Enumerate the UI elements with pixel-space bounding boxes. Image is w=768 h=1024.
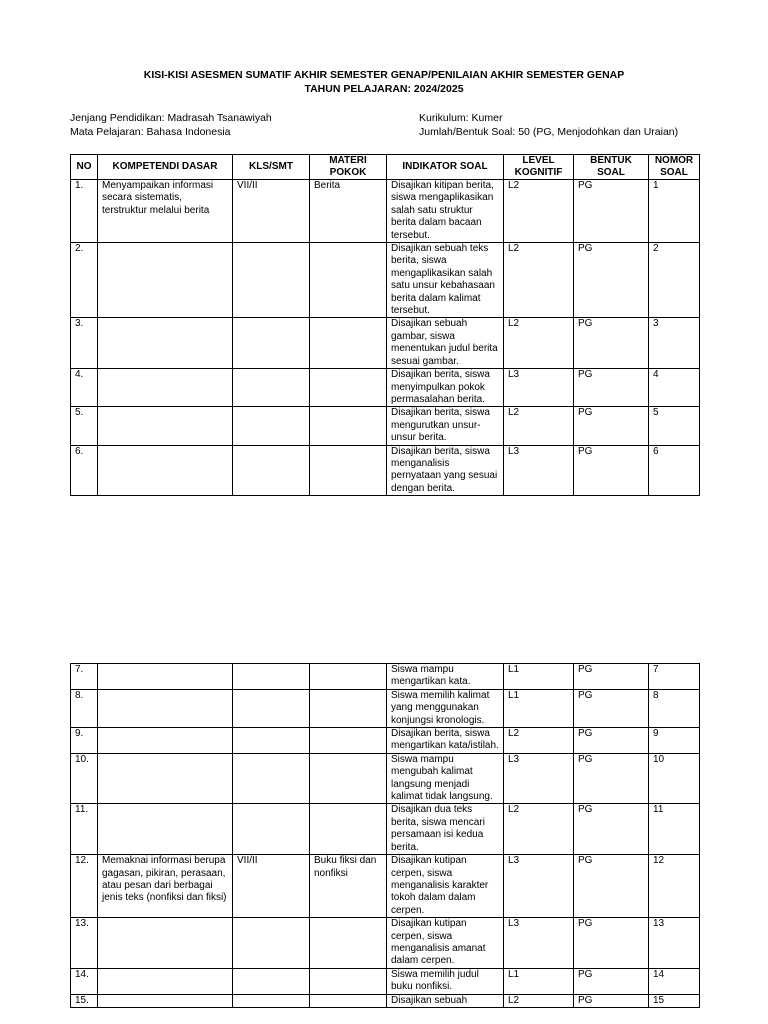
cell-nomor-soal: 1 (649, 180, 700, 243)
cell-nomor-soal: 12 (649, 855, 700, 918)
cell-indikator-soal: Disajikan kitipan berita, siswa mengaplikasikan salah satu struktur berita dalam bacaan tersebut. (387, 180, 504, 243)
table-row (71, 689, 700, 727)
table-row (71, 369, 700, 407)
table-row (71, 445, 700, 496)
cell-kls-smt (233, 728, 310, 754)
cell-materi-pokok (310, 689, 387, 727)
cell-indikator-soal: Disajikan kutipan cerpen, siswa menganalisis karakter tokoh dalam dalam cerpen. (387, 855, 504, 918)
cell-nomor-soal: 9 (649, 728, 700, 754)
cell-nomor-soal: 8 (649, 689, 700, 727)
cell-level-kognitif: L2 (504, 804, 574, 855)
cell-no: 12. (71, 855, 98, 918)
cell-no: 7. (71, 664, 98, 690)
cell-level-kognitif: L1 (504, 968, 574, 994)
kurikulum-info: Kurikulum: Kumer (419, 112, 503, 124)
cell-no: 8. (71, 689, 98, 727)
cell-kompetensi-dasar (98, 994, 233, 1007)
cell-materi-pokok (310, 994, 387, 1007)
cell-no: 9. (71, 728, 98, 754)
cell-bentuk-soal: PG (574, 407, 649, 445)
cell-level-kognitif: L2 (504, 994, 574, 1007)
cell-kls-smt (233, 445, 310, 496)
cell-bentuk-soal: PG (574, 369, 649, 407)
header-level-kognitif: LEVEL KOGNITIF (504, 155, 574, 180)
cell-kompetensi-dasar: Menyampaikan informasi secara sistematis, terstruktur melalui berita (98, 180, 233, 243)
table-row (71, 664, 700, 690)
cell-materi-pokok (310, 753, 387, 804)
cell-bentuk-soal: PG (574, 855, 649, 918)
table-row (71, 918, 700, 969)
header-bentuk-soal: BENTUK SOAL (574, 155, 649, 180)
cell-indikator-soal: Disajikan kutipan cerpen, siswa menganalisis amanat dalam cerpen. (387, 918, 504, 969)
cell-nomor-soal: 11 (649, 804, 700, 855)
cell-bentuk-soal: PG (574, 804, 649, 855)
cell-kls-smt (233, 753, 310, 804)
table-row (71, 804, 700, 855)
table-row (71, 180, 700, 243)
cell-materi-pokok (310, 369, 387, 407)
header-indikator-soal: INDIKATOR SOAL (387, 155, 504, 180)
cell-materi-pokok (310, 445, 387, 496)
cell-no: 15. (71, 994, 98, 1007)
cell-level-kognitif: L2 (504, 318, 574, 369)
cell-no: 13. (71, 918, 98, 969)
cell-level-kognitif: L3 (504, 753, 574, 804)
cell-bentuk-soal: PG (574, 180, 649, 243)
table-row (71, 855, 700, 918)
cell-materi-pokok (310, 728, 387, 754)
cell-no: 3. (71, 318, 98, 369)
cell-kls-smt (233, 968, 310, 994)
cell-kompetensi-dasar (98, 318, 233, 369)
cell-kompetensi-dasar (98, 664, 233, 690)
cell-nomor-soal: 15 (649, 994, 700, 1007)
document-title: KISI-KISI ASESMEN SUMATIF AKHIR SEMESTER GENAP/PENILAIAN AKHIR SEMESTER GENAP (143, 69, 625, 81)
header-no: NO (71, 155, 98, 180)
header-kompetensi-dasar: KOMPETENDI DASAR (98, 155, 233, 180)
cell-kompetensi-dasar (98, 369, 233, 407)
cell-level-kognitif: L1 (504, 689, 574, 727)
cell-kompetensi-dasar (98, 753, 233, 804)
cell-indikator-soal: Disajikan berita, siswa mengartikan kata/istilah. (387, 728, 504, 754)
cell-nomor-soal: 10 (649, 753, 700, 804)
cell-indikator-soal: Siswa memilih kalimat yang menggunakan konjungsi kronologis. (387, 689, 504, 727)
cell-materi-pokok: Buku fiksi dan nonfiksi (310, 855, 387, 918)
cell-bentuk-soal: PG (574, 689, 649, 727)
cell-kls-smt (233, 994, 310, 1007)
cell-no: 11. (71, 804, 98, 855)
cell-nomor-soal: 3 (649, 318, 700, 369)
cell-nomor-soal: 13 (649, 918, 700, 969)
cell-materi-pokok (310, 407, 387, 445)
cell-kompetensi-dasar (98, 407, 233, 445)
cell-no: 5. (71, 407, 98, 445)
cell-no: 6. (71, 445, 98, 496)
table-row (71, 407, 700, 445)
cell-no: 14. (71, 968, 98, 994)
cell-indikator-soal: Disajikan berita, siswa menyimpulkan pokok permasalahan berita. (387, 369, 504, 407)
table-row (71, 318, 700, 369)
mapel-info: Mata Pelajaran: Bahasa Indonesia (70, 126, 231, 138)
cell-materi-pokok (310, 968, 387, 994)
cell-level-kognitif: L1 (504, 664, 574, 690)
cell-bentuk-soal: PG (574, 318, 649, 369)
cell-level-kognitif: L3 (504, 918, 574, 969)
cell-kls-smt (233, 918, 310, 969)
cell-nomor-soal: 4 (649, 369, 700, 407)
cell-materi-pokok (310, 804, 387, 855)
cell-kls-smt (233, 407, 310, 445)
cell-nomor-soal: 6 (649, 445, 700, 496)
cell-indikator-soal: Disajikan berita, siswa menganalisis pernyataan yang sesuai dengan berita. (387, 445, 504, 496)
cell-no: 1. (71, 180, 98, 243)
cell-level-kognitif: L2 (504, 243, 574, 318)
cell-bentuk-soal: PG (574, 445, 649, 496)
cell-materi-pokok: Berita (310, 180, 387, 243)
cell-indikator-soal: Disajikan sebuah (387, 994, 504, 1007)
cell-kompetensi-dasar: Memaknai informasi berupa gagasan, pikiran, perasaan, atau pesan dari berbagai jenis teks (nonfiksi dan fiksi) (98, 855, 233, 918)
cell-no: 2. (71, 243, 98, 318)
jenjang-info: Jenjang Pendidikan: Madrasah Tsanawiyah (70, 112, 272, 124)
header-kls-smt: KLS/SMT (233, 155, 310, 180)
cell-materi-pokok (310, 318, 387, 369)
cell-level-kognitif: L3 (504, 855, 574, 918)
cell-indikator-soal: Siswa mampu mengartikan kata. (387, 664, 504, 690)
cell-kls-smt (233, 369, 310, 407)
jumlah-info: Jumlah/Bentuk Soal: 50 (PG, Menjodohkan dan Uraian) (419, 126, 679, 138)
cell-kompetensi-dasar (98, 243, 233, 318)
cell-level-kognitif: L2 (504, 407, 574, 445)
cell-kompetensi-dasar (98, 445, 233, 496)
cell-indikator-soal: Siswa memilih judul buku nonfiksi. (387, 968, 504, 994)
cell-materi-pokok (310, 243, 387, 318)
cell-nomor-soal: 7 (649, 664, 700, 690)
table-row (71, 728, 700, 754)
cell-indikator-soal: Siswa mampu mengubah kalimat langsung menjadi kalimat tidak langsung. (387, 753, 504, 804)
cell-kompetensi-dasar (98, 804, 233, 855)
cell-bentuk-soal: PG (574, 243, 649, 318)
cell-kompetensi-dasar (98, 918, 233, 969)
table-row (71, 968, 700, 994)
cell-level-kognitif: L2 (504, 180, 574, 243)
cell-kompetensi-dasar (98, 728, 233, 754)
cell-nomor-soal: 5 (649, 407, 700, 445)
cell-bentuk-soal: PG (574, 994, 649, 1007)
cell-kls-smt (233, 243, 310, 318)
cell-kls-smt (233, 318, 310, 369)
cell-bentuk-soal: PG (574, 753, 649, 804)
cell-indikator-soal: Disajikan berita, siswa mengurutkan unsur-unsur berita. (387, 407, 504, 445)
cell-no: 4. (71, 369, 98, 407)
cell-materi-pokok (310, 664, 387, 690)
cell-nomor-soal: 2 (649, 243, 700, 318)
cell-bentuk-soal: PG (574, 664, 649, 690)
cell-bentuk-soal: PG (574, 918, 649, 969)
cell-indikator-soal: Disajikan dua teks berita, siswa mencari persamaan isi kedua berita. (387, 804, 504, 855)
cell-kls-smt (233, 689, 310, 727)
kisi-table-page2 (70, 663, 700, 1008)
document-subtitle: TAHUN PELAJARAN: 2024/2025 (304, 83, 464, 95)
cell-level-kognitif: L3 (504, 445, 574, 496)
kisi-table-page1 (70, 154, 700, 496)
cell-bentuk-soal: PG (574, 728, 649, 754)
cell-materi-pokok (310, 918, 387, 969)
table-header-row (71, 155, 700, 180)
cell-kompetensi-dasar (98, 689, 233, 727)
header-materi-pokok: MATERI POKOK (310, 155, 387, 180)
cell-no: 10. (71, 753, 98, 804)
table-row (71, 243, 700, 318)
cell-kls-smt: VII/II (233, 180, 310, 243)
cell-bentuk-soal: PG (574, 968, 649, 994)
cell-nomor-soal: 14 (649, 968, 700, 994)
cell-indikator-soal: Disajikan sebuah teks berita, siswa mengaplikasikan salah satu unsur kebahasaan berita dalam kalimat tersebut. (387, 243, 504, 318)
cell-level-kognitif: L3 (504, 369, 574, 407)
table-row (71, 753, 700, 804)
cell-indikator-soal: Disajikan sebuah gambar, siswa menentukan judul berita sesuai gambar. (387, 318, 504, 369)
cell-kompetensi-dasar (98, 968, 233, 994)
cell-level-kognitif: L2 (504, 728, 574, 754)
header-nomor-soal: NOMOR SOAL (649, 155, 700, 180)
cell-kls-smt: VII/II (233, 855, 310, 918)
cell-kls-smt (233, 804, 310, 855)
cell-kls-smt (233, 664, 310, 690)
table-row (71, 994, 700, 1007)
